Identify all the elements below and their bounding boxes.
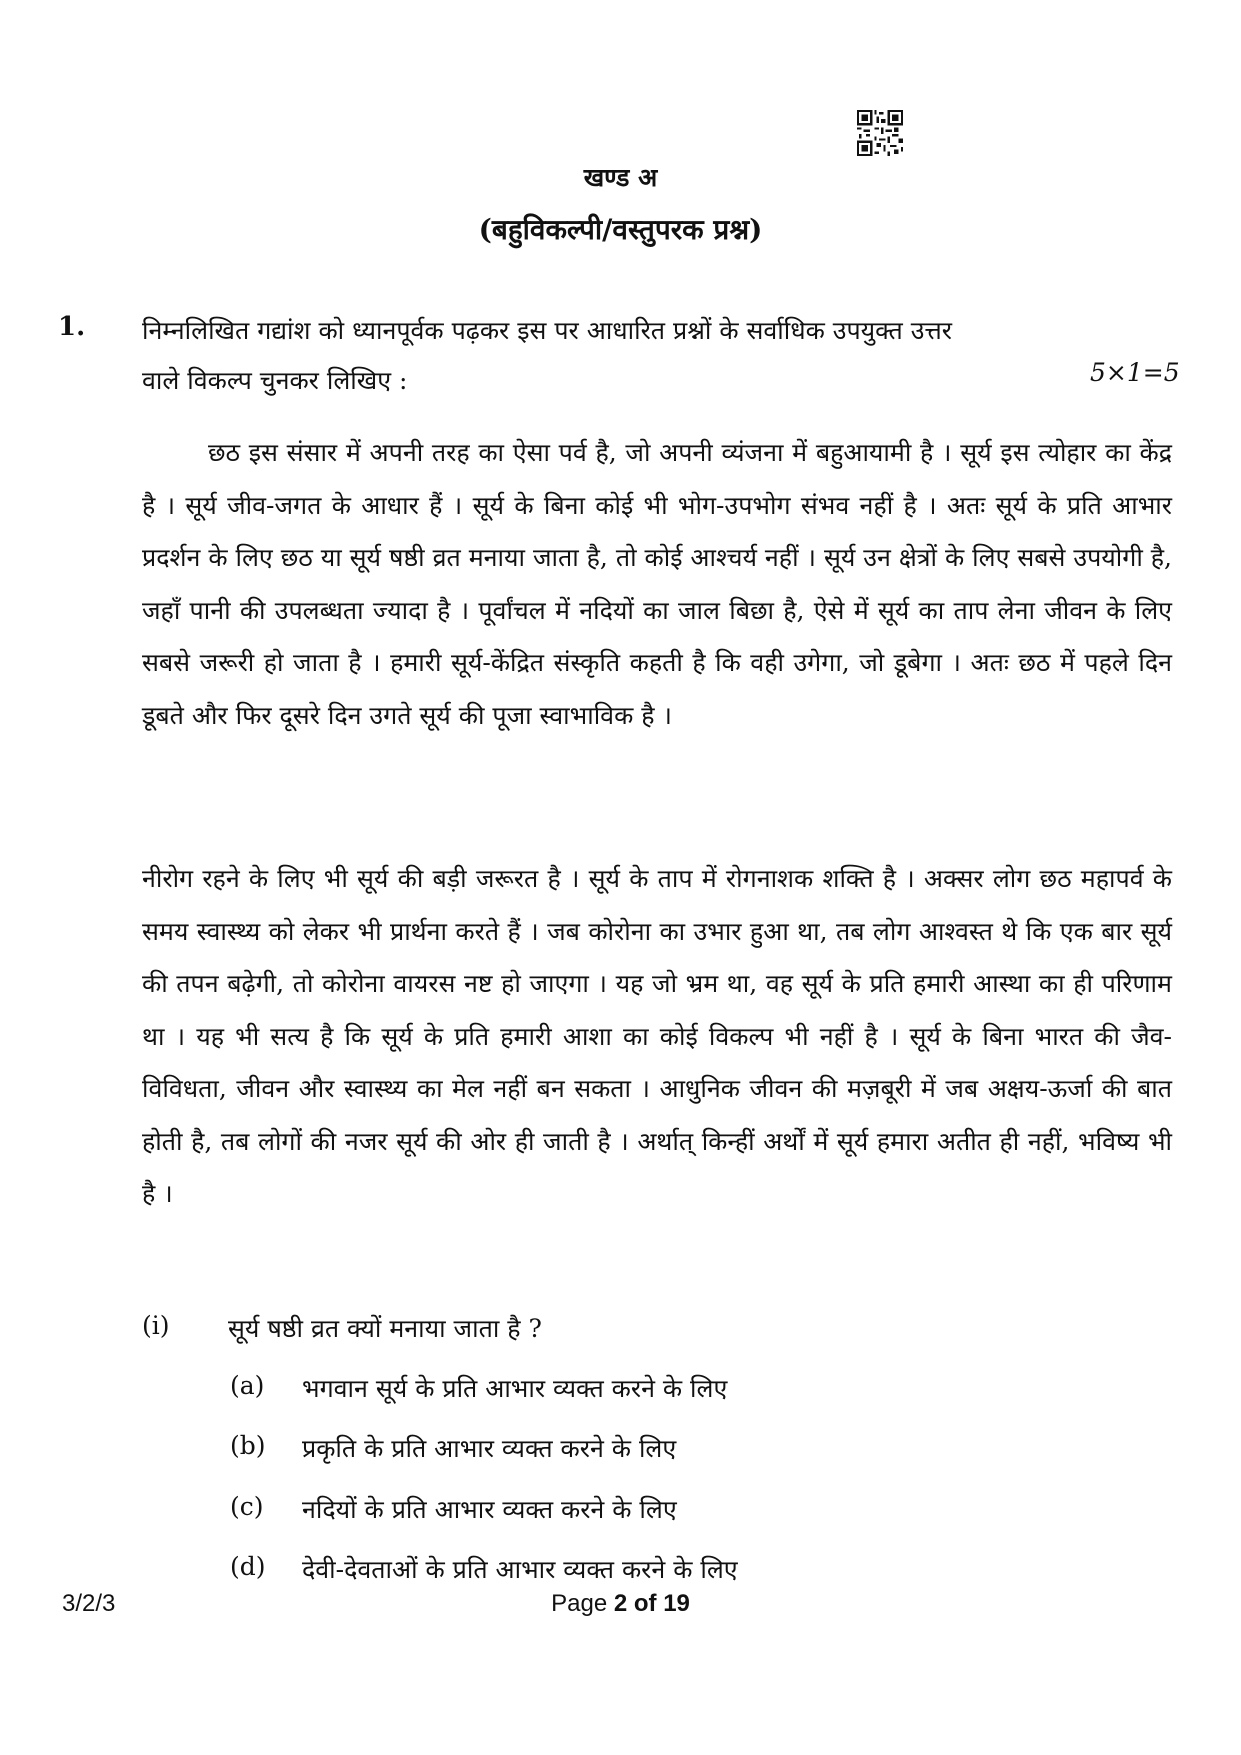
- section-subtitle: (बहुविकल्पी/वस्तुपरक प्रश्न): [478, 213, 763, 246]
- page-number: [0, 1590, 1241, 1618]
- option-letter-d: (d): [230, 1552, 266, 1581]
- option-letter-b: (b): [230, 1431, 266, 1460]
- page-of: of: [627, 1590, 664, 1617]
- passage-paragraph-1: छठ इस संसार में अपनी तरह का ऐसा पर्व है, जो अपनी व्यंजना में बहुआयामी है । सूर्य इस त्योहार का केंद्र है । सूर्य जीव-जगत के आधार हैं । सूर्य के बिना कोई भी भोग-उपभोग संभव नहीं है । अतः सूर्य के प्रति आभार प्रदर्शन के लिए छठ या सूर्य षष्ठी व्रत मनाया जाता है, तो कोई आश्चर्य नहीं । सूर्य उन क्षेत्रों के लिए सबसे उपयोगी है, जहाँ पानी की उपलब्धता ज्यादा है । पूर्वांचल में नदियों का जाल बिछा है, ऐसे में सूर्य का ताप लेना जीवन के लिए सबसे जरूरी हो जाता है । हमारी सूर्य-केंद्रित संस्कृति कहती है कि वही उगेगा, जो डूबेगा । अतः छठ में पहले दिन डूबते और फिर दूसरे दिन उगते सूर्य की पूजा स्वाभाविक है ।: [142, 438, 1172, 730]
- option-text-b: प्रकृति के प्रति आभार व्यक्त करने के लिए: [302, 1434, 677, 1463]
- instruction-line: निम्नलिखित गद्यांश को ध्यानपूर्वक पढ़कर इस पर आधारित प्रश्नों के सर्वाधिक उपयुक्त उत्तर: [142, 316, 952, 345]
- option-letter-a: (a): [230, 1371, 265, 1400]
- option-text-d: देवी-देवताओं के प्रति आभार व्यक्त करने के लिए: [302, 1555, 738, 1584]
- page-current: 2: [613, 1590, 628, 1617]
- option-letter-c: (c): [230, 1492, 264, 1521]
- question-instruction: [142, 306, 1172, 406]
- option-text-c: नदियों के प्रति आभार व्यक्त करने के लिए: [302, 1495, 677, 1524]
- page-prefix: Page: [551, 1590, 614, 1617]
- paper-code: 3/2/3: [62, 1590, 116, 1617]
- subquestion-number: (i): [142, 1311, 170, 1340]
- passage-paragraph-2: नीरोग रहने के लिए भी सूर्य की बड़ी जरूरत है । सूर्य के ताप में रोगनाशक शक्ति है । अक्सर लोग छठ महापर्व के समय स्वास्थ्य को लेकर भी प्रार्थना करते हैं । जब कोरोना का उभार हुआ था, तब लोग आश्वस्त थे कि एक बार सूर्य की तपन बढ़ेगी, तो कोरोना वायरस नष्ट हो जाएगा । यह जो भ्रम था, वह सूर्य के प्रति हमारी आस्था का ही परिणाम था । यह भी सत्य है कि सूर्य के प्रति हमारी आशा का कोई विकल्प भी नहीं है । सूर्य के बिना भारत की जैव-विविधता, जीवन और स्वास्थ्य का मेल नहीं बन सकता । आधुनिक जीवन की मज़बूरी में जब अक्षय-ऊर्जा की बात होती है, तब लोगों की नजर सूर्य की ओर ही जाती है । अर्थात् किन्हीं अर्थों में सूर्य हमारा अतीत ही नहीं, भविष्य भी है ।: [142, 864, 1172, 1208]
- subquestion-text: सूर्य षष्ठी व्रत क्यों मनाया जाता है ?: [228, 1314, 542, 1343]
- qr-code-icon: [857, 110, 903, 156]
- instruction-line: वाले विकल्प चुनकर लिखिए :: [142, 366, 408, 395]
- page-total: 19: [663, 1590, 690, 1617]
- question-number: 1.: [58, 312, 86, 342]
- section-heading: खण्ड अ: [583, 163, 658, 192]
- marks-allocation: 5×1=5: [1090, 358, 1180, 387]
- option-text-a: भगवान सूर्य के प्रति आभार व्यक्त करने के लिए: [302, 1374, 728, 1403]
